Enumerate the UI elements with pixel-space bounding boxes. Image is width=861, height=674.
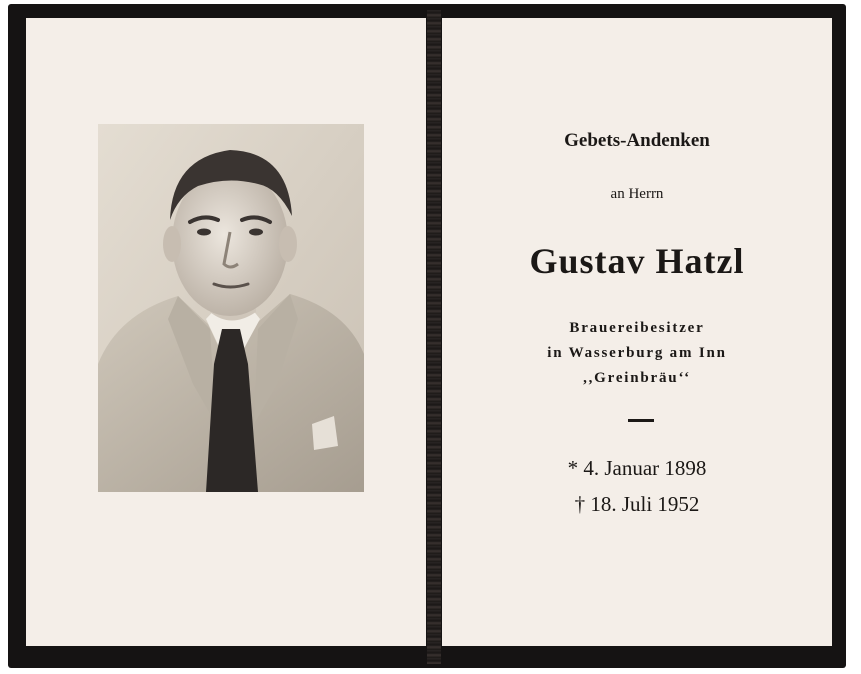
death-date: † 18. Juli 1952 <box>574 492 700 516</box>
occupation-line: Brauereibesitzer <box>569 320 705 336</box>
card-heading: Gebets-Andenken <box>564 130 710 151</box>
deceased-name: Gustav Hatzl <box>529 241 745 281</box>
business-name-line: ,,Greinbräu‘‘ <box>583 370 691 386</box>
portrait-photo <box>98 124 364 492</box>
memorial-card <box>8 4 846 668</box>
salutation: an Herrn <box>610 186 664 202</box>
birth-date: * 4. Januar 1898 <box>567 456 707 480</box>
divider-line <box>628 419 654 422</box>
card-fold <box>427 10 441 664</box>
right-panel <box>442 18 832 646</box>
location-line: in Wasserburg am Inn <box>547 345 727 361</box>
portrait-illustration <box>98 124 364 492</box>
left-panel <box>26 18 426 646</box>
